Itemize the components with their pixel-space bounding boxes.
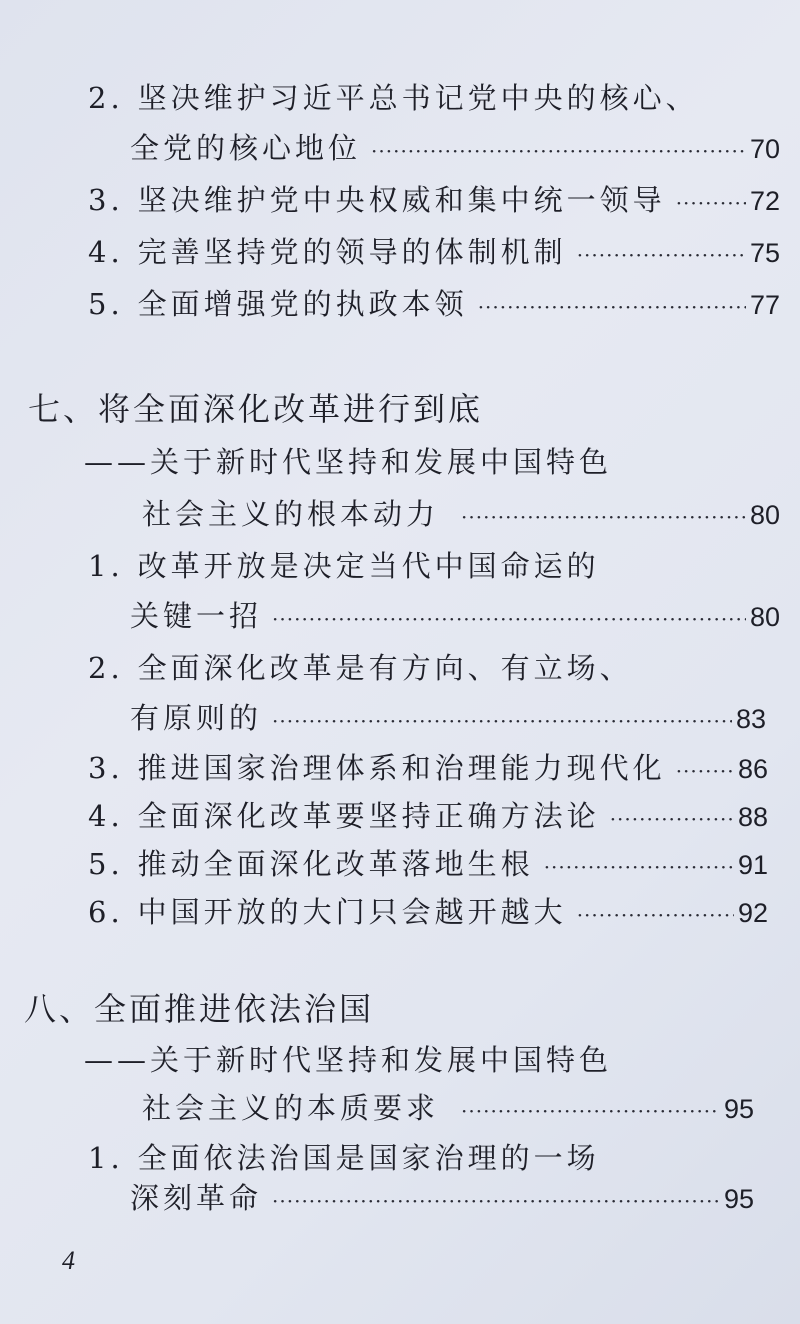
chapter-7-subtitle xyxy=(84,440,612,481)
toc-entry-7-1 xyxy=(88,544,600,585)
entry-number: 2. xyxy=(88,81,124,115)
page-number: 88 xyxy=(737,802,768,832)
page-number: 92 xyxy=(737,898,768,928)
page-number: 77 xyxy=(749,290,780,320)
entry-number: 5. xyxy=(88,847,124,881)
entry-title: 推进国家治理体系和治理能力现代化 xyxy=(137,751,666,785)
toc-entry-7-2-cont xyxy=(130,696,766,737)
entry-number: 3. xyxy=(88,751,124,785)
toc-entry-3 xyxy=(88,178,780,219)
chapter-8-title xyxy=(24,984,374,1030)
toc-entry-2-cont xyxy=(130,126,780,167)
toc-entry-5 xyxy=(88,282,780,323)
leader-dots xyxy=(676,191,746,215)
page-number: 86 xyxy=(737,754,768,784)
page-number: 95 xyxy=(723,1184,754,1214)
page-number: 80 xyxy=(749,500,780,530)
entry-title: 全面依法治国是国家治理的一场 xyxy=(137,1141,600,1175)
leader-dots xyxy=(478,295,746,319)
entry-title: 完善坚持党的领导的体制机制 xyxy=(137,235,567,269)
leader-dots xyxy=(272,607,746,631)
page-number: 83 xyxy=(735,704,766,734)
entry-title: 全面增强党的执政本领 xyxy=(137,287,468,321)
entry-number: 6. xyxy=(88,895,124,929)
entry-number: 4. xyxy=(88,799,124,833)
entry-title: 全面深化改革要坚持正确方法论 xyxy=(137,799,600,833)
entry-title-cont: 全党的核心地位 xyxy=(130,131,362,165)
page-number: 95 xyxy=(723,1094,754,1124)
leader-dots xyxy=(544,855,734,879)
chapter-8-subtitle xyxy=(84,1038,612,1079)
toc-entry-7-5 xyxy=(88,842,768,883)
leader-dots xyxy=(272,709,732,733)
chapter-8-subtitle-cont xyxy=(142,1086,754,1127)
leader-dots xyxy=(577,243,746,267)
entry-title-cont: 有原则的 xyxy=(130,701,263,735)
entry-title-cont: 关键一招 xyxy=(130,599,263,633)
leader-dots xyxy=(461,1099,720,1123)
entry-number: 2. xyxy=(88,651,124,685)
chapter-title: 八、全面推进依法治国 xyxy=(24,990,375,1028)
page-number: 70 xyxy=(749,134,780,164)
toc-entry-7-6 xyxy=(88,890,768,931)
entry-title: 中国开放的大门只会越开越大 xyxy=(137,895,567,929)
page-number: 72 xyxy=(749,186,780,216)
entry-title-cont: 深刻革命 xyxy=(130,1181,263,1215)
entry-number: 1. xyxy=(88,549,124,583)
toc-entry-7-1-cont xyxy=(130,594,780,635)
toc-entry-2 xyxy=(88,76,699,117)
footer-page-number: 4 xyxy=(62,1246,75,1275)
entry-title: 推动全面深化改革落地生根 xyxy=(137,847,534,881)
toc-entry-7-3 xyxy=(88,746,768,787)
chapter-subtitle-cont: 社会主义的根本动力 xyxy=(142,497,440,531)
page-number: 80 xyxy=(749,602,780,632)
toc-entry-8-1 xyxy=(88,1136,600,1177)
chapter-7-title xyxy=(28,384,483,430)
entry-title: 坚决维护党中央权威和集中统一领导 xyxy=(137,183,666,217)
leader-dots xyxy=(577,903,734,927)
entry-title: 全面深化改革是有方向、有立场、 xyxy=(137,651,633,685)
page-number: 75 xyxy=(749,238,780,268)
page-number: 91 xyxy=(737,850,768,880)
leader-dots xyxy=(272,1189,720,1213)
toc-entry-7-2 xyxy=(88,646,633,687)
chapter-subtitle: ——关于新时代坚持和发展中国特色 xyxy=(84,445,613,479)
leader-dots xyxy=(371,139,746,163)
entry-title: 坚决维护习近平总书记党中央的核心、 xyxy=(137,81,699,115)
leader-dots xyxy=(676,759,734,783)
chapter-7-subtitle-cont xyxy=(142,492,780,533)
chapter-subtitle: ——关于新时代坚持和发展中国特色 xyxy=(84,1043,613,1077)
entry-number: 5. xyxy=(88,287,124,321)
entry-number: 1. xyxy=(88,1141,124,1175)
entry-number: 4. xyxy=(88,235,124,269)
entry-number: 3. xyxy=(88,183,124,217)
entry-title: 改革开放是决定当代中国命运的 xyxy=(137,549,600,583)
toc-entry-7-4 xyxy=(88,794,768,835)
leader-dots xyxy=(610,807,734,831)
leader-dots xyxy=(461,505,746,529)
toc-entry-8-1-cont xyxy=(130,1176,754,1217)
chapter-title: 七、将全面深化改革进行到底 xyxy=(28,390,484,428)
toc-entry-4 xyxy=(88,230,780,271)
chapter-subtitle-cont: 社会主义的本质要求 xyxy=(142,1091,440,1125)
